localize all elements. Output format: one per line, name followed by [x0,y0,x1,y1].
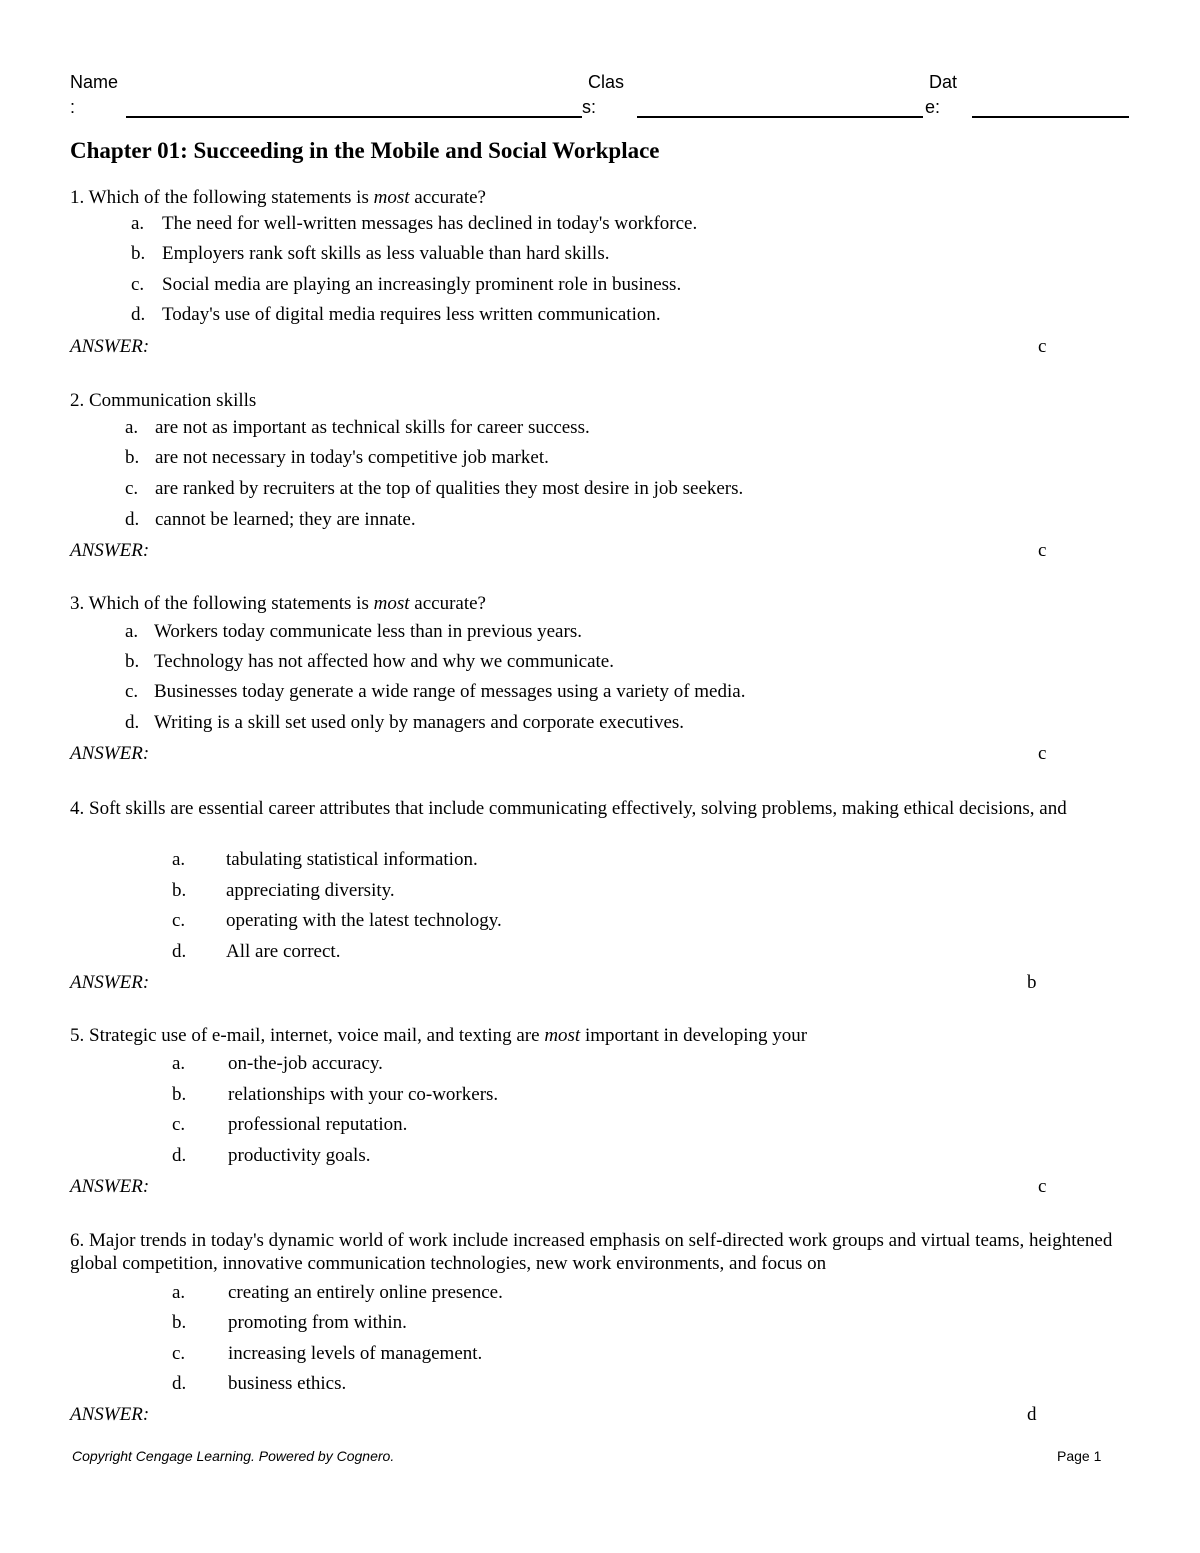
stem-emphasis: most [544,1025,581,1046]
option-letter: c. [125,478,139,499]
stem-text: 3. Which of the following statements is [70,593,374,614]
option-text: Today's use of digital media requires less written communication. [162,304,661,325]
option-a[interactable] [172,1052,383,1076]
stem-text-end: accurate? [409,593,486,614]
option-b[interactable] [172,1083,498,1107]
date-label-bottom: e: [925,97,941,117]
name-field-line[interactable] [126,116,582,118]
option-b[interactable] [125,650,614,674]
name-label-top: Name [70,72,119,92]
option-letter: a. [172,1282,186,1303]
option-letter: b. [125,447,140,468]
option-text: All are correct. [226,941,341,962]
option-letter: c. [172,1114,186,1135]
option-text: Technology has not affected how and why we communicate. [154,651,614,672]
option-letter: c. [131,274,145,295]
option-text: promoting from within. [228,1312,407,1333]
option-text: tabulating statistical information. [226,849,478,870]
option-c[interactable] [125,477,743,501]
stem-text: 5. Strategic use of e-mail, internet, voice mail, and texting are [70,1025,545,1046]
option-letter: a. [125,621,139,642]
question-1 [70,186,1135,357]
option-b[interactable] [172,879,395,903]
option-b[interactable] [125,446,549,470]
option-text: Social media are playing an increasingly prominent role in business. [162,274,682,295]
option-text: business ethics. [228,1373,347,1394]
question-2 [70,389,1135,561]
stem-text: 1. Which of the following statements is [70,187,374,208]
option-text: Businesses today generate a wide range of messages using a variety of media. [154,681,746,702]
option-text: creating an entirely online presence. [228,1282,503,1303]
option-a[interactable] [172,848,478,872]
question-stem [70,186,1135,209]
option-text: productivity goals. [228,1145,371,1166]
stem-text-end: important in developing your [580,1025,808,1046]
answer-value: c [1038,336,1047,357]
option-a[interactable] [131,212,697,236]
option-letter: b. [172,880,187,901]
option-c[interactable] [125,680,745,704]
option-letter: d. [125,712,140,733]
option-letter: b. [131,243,146,264]
option-letter: d. [172,941,187,962]
question-stem [70,389,1135,412]
question-stem [70,1229,1135,1275]
option-text: Writing is a skill set used only by managers and corporate executives. [154,712,685,733]
option-letter: d. [172,1373,187,1394]
option-c[interactable] [172,909,502,933]
option-b[interactable] [172,1311,407,1335]
answer-value: d [1027,1404,1037,1425]
option-letter: b. [172,1084,187,1105]
option-c[interactable] [172,1342,482,1366]
option-d[interactable] [172,940,340,964]
stem-emphasis: most [373,187,410,208]
option-text: Workers today communicate less than in previous years. [154,621,582,642]
option-a[interactable] [125,416,590,440]
class-label-top: Clas [588,72,625,92]
option-text: The need for well-written messages has declined in today's workforce. [162,213,698,234]
footer-page-number: Page 1 [1057,1448,1102,1464]
option-letter: c. [172,1343,186,1364]
option-text: operating with the latest technology. [226,910,502,931]
stem-text: 6. Major trends in today's dynamic world of work include increased emphasis on self-directed work groups and virtual teams, heightened global competition, innovative communication technologies, new work environments, and focus on [70,1230,1113,1274]
page-title: Chapter 01: Succeeding in the Mobile and Social Workplace [70,138,660,163]
option-a[interactable] [125,620,582,644]
option-d[interactable] [125,711,684,735]
question-4 [70,797,1135,993]
option-text: increasing levels of management. [228,1343,483,1364]
question-stem [70,797,1135,820]
answer-label: ANSWER: [70,743,150,764]
answer-label: ANSWER: [70,1404,150,1425]
option-letter: a. [125,417,139,438]
footer-copyright: Copyright Cengage Learning. Powered by Cognero. [72,1448,395,1464]
class-field-line[interactable] [637,116,923,118]
stem-emphasis: most [373,593,410,614]
option-d[interactable] [125,508,416,532]
name-label-bottom: : [70,97,76,117]
option-letter: d. [172,1145,187,1166]
option-d[interactable] [131,303,661,327]
option-text: relationships with your co-workers. [228,1084,499,1105]
option-d[interactable] [172,1372,346,1396]
option-letter: a. [172,1053,186,1074]
answer-value: b [1027,972,1037,993]
answer-label: ANSWER: [70,972,150,993]
stem-text: 4. Soft skills are essential career attributes that include communicating effectively, solving problems, making ethical decisions, and [70,798,1067,819]
option-a[interactable] [172,1281,503,1305]
option-text: cannot be learned; they are innate. [155,509,416,530]
answer-value: c [1038,540,1047,561]
answer-value: c [1038,743,1047,764]
question-stem [70,1024,1135,1047]
option-c[interactable] [131,273,681,297]
option-text: Employers rank soft skills as less valuable than hard skills. [162,243,610,264]
option-c[interactable] [172,1113,407,1137]
date-field-line[interactable] [972,116,1129,118]
answer-label: ANSWER: [70,1176,150,1197]
option-letter: b. [172,1312,187,1333]
option-letter: d. [131,304,146,325]
option-letter: b. [125,651,140,672]
option-text: on-the-job accuracy. [228,1053,383,1074]
answer-value: c [1038,1176,1047,1197]
option-letter: a. [131,213,145,234]
question-5 [70,1024,1135,1197]
answer-label: ANSWER: [70,336,150,357]
answer-label: ANSWER: [70,540,150,561]
option-text: are not as important as technical skills for career success. [155,417,590,438]
option-letter: d. [125,509,140,530]
stem-text: 2. Communication skills [70,390,257,411]
option-text: are not necessary in today's competitive job market. [155,447,549,468]
option-b[interactable] [131,242,609,266]
class-label-bottom: s: [582,97,597,117]
option-text: are ranked by recruiters at the top of qualities they most desire in job seekers. [155,478,744,499]
option-letter: c. [125,681,139,702]
stem-text-end: accurate? [409,187,486,208]
question-3 [70,592,1135,764]
option-letter: a. [172,849,186,870]
question-stem [70,592,1135,615]
option-d[interactable] [172,1144,370,1168]
option-letter: c. [172,910,186,931]
question-6 [70,1229,1135,1425]
option-text: professional reputation. [228,1114,408,1135]
option-text: appreciating diversity. [226,880,395,901]
date-label-top: Dat [929,72,958,92]
